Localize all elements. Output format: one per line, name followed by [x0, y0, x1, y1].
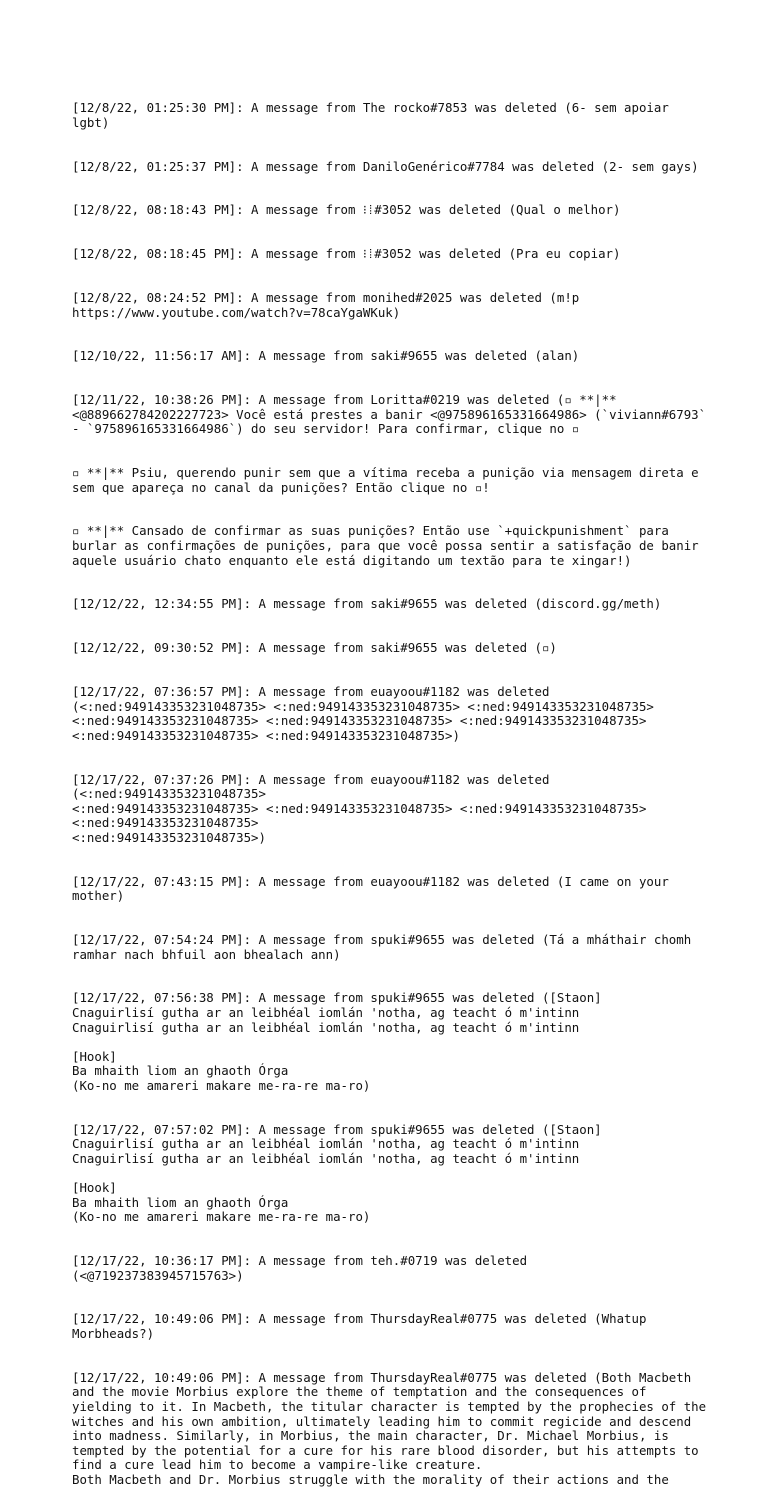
log-entry: [12/8/22, 01:25:30 PM]: A message from The rocko#7853 was deleted (6- sem apoiar lgbt)	[72, 100, 677, 130]
log-entry: [12/17/22, 07:37:26 PM]: A message from euayoou#1182 was deleted (<:ned:949143353231048735> <:ned:949143353231048735> <:ned:949143353231048735> <:ned:949143353231048735> <:ned:949143353231048735> <:ned:949143353231048735>)	[72, 771, 647, 845]
log-entry: [12/17/22, 07:54:24 PM]: A message from spuki#9655 was deleted (Tá a mháthair chomh ramhar nach bhfuil aon bhealach ann)	[72, 932, 699, 962]
log-entry: [12/17/22, 07:57:02 PM]: A message from spuki#9655 was deleted ([Staon] Cnaguirlisí gutha ar an leibhéal iomlán 'notha, ag teacht ó m'intinn Cnaguirlisí gutha ar an leibhéal iomlán 'notha, ag teacht ó m'intinn [Hook] Ba mhaith liom an ghaoth Órga (Ko-no me amareri makare me-ra-re ma-ro)	[72, 1121, 602, 1225]
log-entry: ▫ **|** Cansado de confirmar as suas punições? Então use `+quickpunishment` para burlar as confirmações de punições, para que você possa sentir a satisfação de banir aquele usuário chato enquanto ele está digitando um textão para te xingar!)	[72, 523, 707, 568]
deleted-messages-log	[72, 72, 712, 1502]
log-entry: [12/17/22, 10:49:06 PM]: A message from ThursdayReal#0775 was deleted (Whatup Morbheads?)	[72, 1311, 654, 1342]
log-entry: [12/17/22, 10:49:06 PM]: A message from ThursdayReal#0775 was deleted (Both Macbeth and the movie Morbius explore the theme of temptation and the consequences of yielding to it. In Macbeth, the titular character is tempted by the prophecies of the witches and his own ambition, ultimately leading him to commit regicide and descend into madness. Similarly, in Morbius, the main character, Dr. Michael Morbius, is tempted by the potential for a cure for his rare blood disorder, but his attempts to find a cure lead him to become a vampire-like creature. Both Macbeth and Dr. Morbius struggle with the morality of their actions and the	[72, 1369, 707, 1487]
log-entry: [12/8/22, 08:24:52 PM]: A message from monihed#2025 was deleted (m!p https://www.youtube.com/watch?v=78caYgaWKuk)	[72, 289, 587, 320]
log-entry: ▫ **|** Psiu, querendo punir sem que a vítima receba a punição via mensagem direta e sem que apareça no canal da punições? Então clique no ▫!	[72, 465, 707, 495]
log-entry: [12/8/22, 01:25:37 PM]: A message from DaniloGenérico#7784 was deleted (2- sem gays)	[72, 158, 699, 174]
log-entry: [12/10/22, 11:56:17 AM]: A message from saki#9655 was deleted (alan)	[72, 348, 580, 364]
log-entry: [12/17/22, 07:36:57 PM]: A message from euayoou#1182 was deleted (<:ned:949143353231048735> <:ned:949143353231048735> <:ned:949143353231048735> <:ned:949143353231048735> <:ned:949143353231048735> <:ned:949143353231048735> <:ned:949143353231048735> <:ned:949143353231048735>)	[72, 683, 662, 743]
log-entry: [12/8/22, 08:18:43 PM]: A message from ⁝⁞#3052 was deleted (Qual o melhor)	[72, 202, 621, 218]
log-entry: [12/12/22, 09:30:52 PM]: A message from saki#9655 was deleted (▫)	[72, 640, 557, 656]
log-entry: [12/17/22, 07:43:15 PM]: A message from euayoou#1182 was deleted (I came on your mother)	[72, 873, 677, 904]
log-entry: [12/17/22, 10:36:17 PM]: A message from teh.#0719 was deleted (<@719237383945715763>)	[72, 1253, 528, 1283]
log-entry: [12/8/22, 08:18:45 PM]: A message from ⁝⁞#3052 was deleted (Pra eu copiar)	[72, 246, 621, 262]
log-entry: [12/17/22, 07:56:38 PM]: A message from spuki#9655 was deleted ([Staon] Cnaguirlisí gutha ar an leibhéal iomlán 'notha, ag teacht ó m'intinn Cnaguirlisí gutha ar an leibhéal iomlán 'notha, ag teacht ó m'intinn [Hook] Ba mhaith liom an ghaoth Órga (Ko-no me amareri makare me-ra-re ma-ro)	[72, 990, 602, 1093]
log-entry: [12/12/22, 12:34:55 PM]: A message from saki#9655 was deleted (discord.gg/meth)	[72, 596, 662, 612]
log-entry: [12/11/22, 10:38:26 PM]: A message from Loritta#0219 was deleted (▫ **|** <@889662784202227723> Você está prestes a banir <@975896165331664986> (`viviann#6793` - `975896165331664986`) do seu servidor! Para confirmar, clique no ▫	[72, 392, 714, 437]
